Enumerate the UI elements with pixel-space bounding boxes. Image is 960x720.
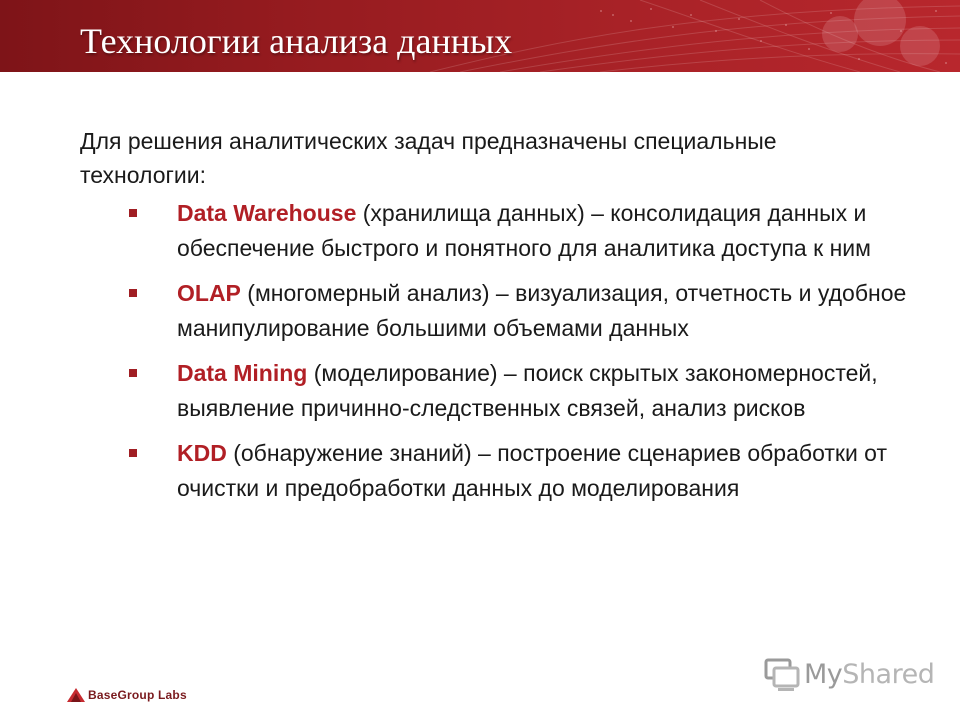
square-bullet-icon — [129, 449, 137, 457]
brand-name: BaseGroup Labs — [88, 688, 187, 702]
square-bullet-icon — [129, 369, 137, 377]
bullet-term: Data Mining — [177, 360, 308, 386]
list-item — [129, 276, 919, 345]
list-item — [129, 436, 919, 505]
bullet-text: (многомерный анализ) – визуализация, отчетность и удобное манипулирование большими объемами данных — [177, 280, 907, 341]
bullet-text: (хранилища данных) – консолидация данных и обеспечение быстрого и понятного для аналитика доступа к ним — [177, 200, 871, 261]
bullet-text: (моделирование) – поиск скрытых закономерностей, выявление причинно-следственных связей, анализ рисков — [177, 360, 878, 421]
page-title: Технологии анализа данных — [80, 21, 513, 61]
header-bar — [0, 0, 960, 72]
myshared-logo-icon — [762, 654, 802, 694]
square-bullet-icon — [129, 289, 137, 297]
list-item — [129, 356, 919, 425]
list-item — [129, 196, 919, 265]
bullet-term: OLAP — [177, 280, 241, 306]
bullet-term: KDD — [177, 440, 227, 466]
technology-list — [129, 196, 919, 516]
bullet-term: Data Warehouse — [177, 200, 357, 226]
watermark-my: My — [804, 658, 843, 690]
intro-paragraph: Для решения аналитических задач предназначены специальные технологии: — [80, 128, 777, 188]
basegroup-logo-icon — [66, 687, 86, 703]
myshared-watermark — [762, 652, 934, 696]
basegroup-brand — [66, 686, 187, 704]
watermark-text — [804, 659, 934, 690]
square-bullet-icon — [129, 209, 137, 217]
bullet-text: (обнаружение знаний) – построение сценариев обработки от очистки и предобработки данных до моделирования — [177, 440, 888, 501]
watermark-shared: Shared — [842, 658, 935, 690]
